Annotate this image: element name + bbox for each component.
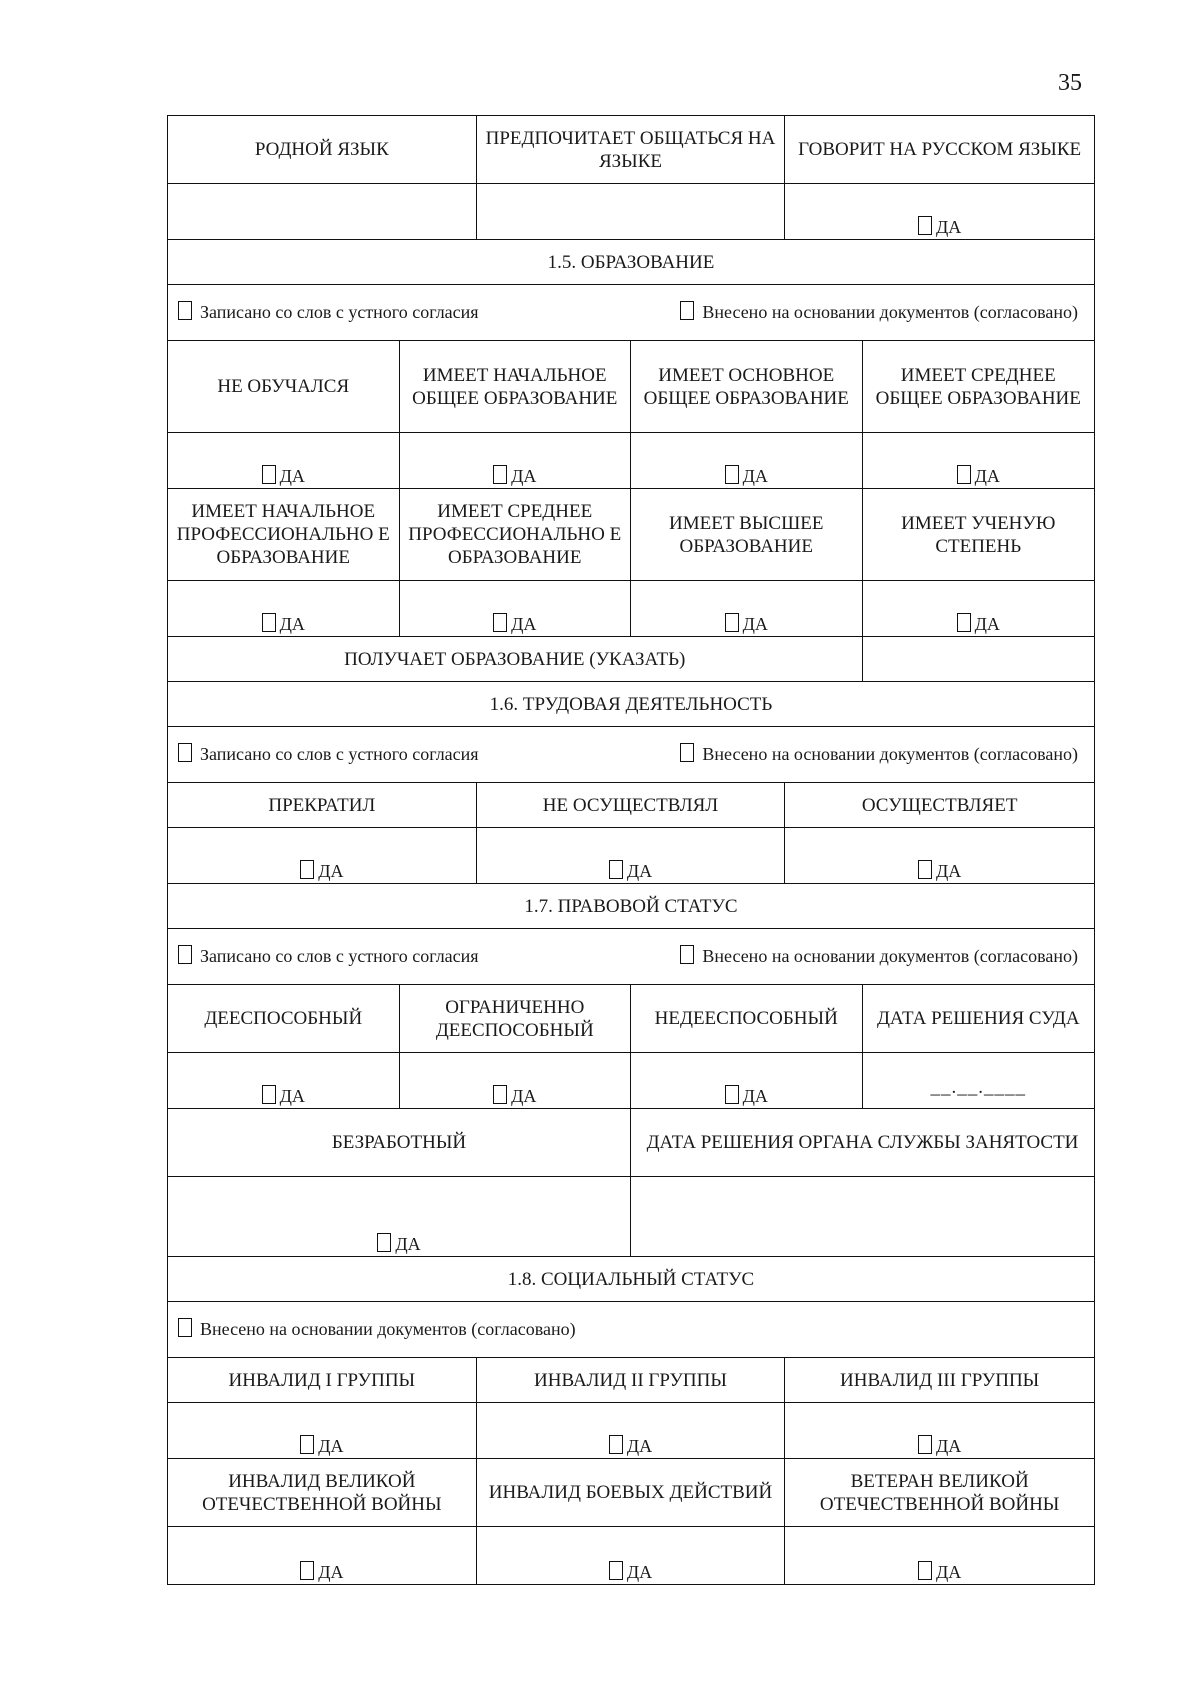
- disability-group-2-yes[interactable]: ДА: [477, 1403, 786, 1458]
- unemployment-values-row: [168, 1177, 1094, 1257]
- checkbox-icon[interactable]: [609, 1435, 623, 1454]
- checkbox-icon[interactable]: [918, 860, 932, 879]
- working-header: ОСУЩЕСТВЛЯЕТ: [861, 794, 1018, 816]
- war-veteran-header: ВЕТЕРАН ВЕЛИКОЙ ОТЕЧЕСТВЕННОЙ ВОЙНЫ: [819, 1470, 1060, 1515]
- basic-general-yes[interactable]: ДА: [631, 433, 863, 488]
- page-number: 35: [1058, 70, 1082, 96]
- academic-degree-header: ИМЕЕТ УЧЕНУЮ СТЕПЕНЬ: [901, 512, 1056, 557]
- labor-section-title: 1.6. ТРУДОВАЯ ДЕЯТЕЛЬНОСТЬ: [489, 693, 773, 715]
- education-section-title: 1.5. ОБРАЗОВАНИЕ: [547, 251, 715, 273]
- checkbox-icon[interactable]: [262, 1085, 276, 1104]
- labor-consent-row: [168, 727, 1094, 783]
- current-education-label: ПОЛУЧАЕТ ОБРАЗОВАНИЕ (УКАЗАТЬ): [168, 637, 863, 681]
- education-consent-row: [168, 285, 1094, 341]
- primary-general-header: ИМЕЕТ НАЧАЛЬНОЕ ОБЩЕЕ ОБРАЗОВАНИЕ: [400, 341, 632, 432]
- employment-service-date-header: ДАТА РЕШЕНИЯ ОРГАНА СЛУЖБЫ ЗАНЯТОСТИ: [646, 1132, 1079, 1153]
- native-language-field[interactable]: [168, 184, 477, 239]
- not-studied-yes[interactable]: ДА: [168, 433, 400, 488]
- checkbox-icon[interactable]: [178, 1318, 192, 1337]
- labor-checkbox-row: [168, 828, 1094, 884]
- stopped-header: ПРЕКРАТИЛ: [168, 783, 477, 827]
- checkbox-icon[interactable]: [725, 1085, 739, 1104]
- court-date-header: ДАТА РЕШЕНИЯ СУДА: [876, 1008, 1080, 1029]
- checkbox-icon[interactable]: [178, 945, 192, 964]
- checkbox-icon[interactable]: [262, 465, 276, 484]
- limited-capable-header: ОГРАНИЧЕННО ДЕЕСПОСОБНЫЙ: [400, 985, 632, 1052]
- higher-education-yes[interactable]: ДА: [631, 581, 863, 636]
- disability-group-1-yes[interactable]: ДА: [168, 1403, 477, 1458]
- education-headers-row-2: [168, 489, 1094, 581]
- legal-checkbox-row: [168, 1053, 1094, 1109]
- secondary-general-header: ИМЕЕТ СРЕДНЕЕ ОБЩЕЕ ОБРАЗОВАНИЕ: [875, 364, 1081, 409]
- working-yes[interactable]: ДА: [785, 828, 1094, 883]
- unemployed-header: БЕЗРАБОТНЫЙ: [168, 1109, 631, 1176]
- preferred-language-field[interactable]: [477, 184, 786, 239]
- checkbox-icon[interactable]: [609, 1561, 623, 1580]
- combat-invalid-yes[interactable]: ДА: [477, 1527, 786, 1584]
- speaks-russian-yes[interactable]: ДА: [785, 184, 1094, 239]
- checkbox-icon[interactable]: [680, 945, 694, 964]
- education-consent-docs[interactable]: Внесено на основании документов (согласовано): [680, 301, 1078, 324]
- checkbox-icon[interactable]: [680, 301, 694, 320]
- court-date-field[interactable]: [863, 1053, 1095, 1108]
- incapable-yes[interactable]: ДА: [631, 1053, 863, 1108]
- social-consent-docs[interactable]: Внесено на основании документов (согласовано): [178, 1318, 576, 1341]
- education-checkbox-row-1: [168, 433, 1094, 489]
- checkbox-icon[interactable]: [262, 613, 276, 632]
- checkbox-icon[interactable]: [609, 860, 623, 879]
- combat-invalid-header: ИНВАЛИД БОЕВЫХ ДЕЙСТВИЙ: [477, 1459, 786, 1526]
- checkbox-icon[interactable]: [725, 613, 739, 632]
- checkbox-icon[interactable]: [493, 465, 507, 484]
- checkbox-icon[interactable]: [178, 301, 192, 320]
- preferred-language-header: ПРЕДПОЧИТАЕТ ОБЩАТЬСЯ НА ЯЗЫКЕ: [477, 116, 786, 183]
- checkbox-icon[interactable]: [918, 1561, 932, 1580]
- checkbox-icon[interactable]: [493, 1085, 507, 1104]
- education-checkbox-row-2: [168, 581, 1094, 637]
- checkbox-icon[interactable]: [493, 613, 507, 632]
- current-education-row: [168, 637, 1094, 682]
- education-headers-row-1: [168, 341, 1094, 433]
- capable-yes[interactable]: ДА: [168, 1053, 400, 1108]
- labor-consent-docs[interactable]: Внесено на основании документов (согласовано): [680, 743, 1078, 766]
- checkbox-icon[interactable]: [918, 1435, 932, 1454]
- legal-consent-oral[interactable]: Записано со слов с устного согласия: [178, 945, 479, 968]
- language-header-row: [168, 116, 1094, 184]
- veteran-checkbox-row: [168, 1527, 1094, 1584]
- disability-group-3-header: ИНВАЛИД III ГРУППЫ: [840, 1369, 1040, 1391]
- higher-education-header: ИМЕЕТ ВЫСШЕЕ ОБРАЗОВАНИЕ: [631, 489, 863, 580]
- checkbox-icon[interactable]: [680, 743, 694, 762]
- basic-general-header: ИМЕЕТ ОСНОВНОЕ ОБЩЕЕ ОБРАЗОВАНИЕ: [631, 341, 863, 432]
- disability-checkbox-row: [168, 1403, 1094, 1459]
- legal-consent-docs[interactable]: Внесено на основании документов (согласовано): [680, 945, 1078, 968]
- secondary-general-yes[interactable]: ДА: [863, 433, 1095, 488]
- education-title-row: [168, 240, 1094, 285]
- secondary-vocational-yes[interactable]: ДА: [400, 581, 632, 636]
- speaks-russian-header: ГОВОРИТ НА РУССКОМ ЯЗЫКЕ: [798, 139, 1082, 160]
- secondary-vocational-header: ИМЕЕТ СРЕДНЕЕ ПРОФЕССИОНАЛЬНО Е ОБРАЗОВАНИЕ: [400, 489, 632, 580]
- legal-title-row: [168, 884, 1094, 929]
- not-studied-header: НЕ ОБУЧАЛСЯ: [168, 341, 400, 432]
- war-veteran-yes[interactable]: ДА: [785, 1527, 1094, 1584]
- never-worked-yes[interactable]: ДА: [477, 828, 786, 883]
- legal-consent-row: [168, 929, 1094, 985]
- primary-vocational-header: ИМЕЕТ НАЧАЛЬНОЕ ПРОФЕССИОНАЛЬНО Е ОБРАЗОВАНИЕ: [168, 489, 400, 580]
- unemployed-yes[interactable]: ДА: [168, 1177, 631, 1256]
- disability-headers-row: [168, 1358, 1094, 1403]
- disability-group-2-header: ИНВАЛИД II ГРУППЫ: [477, 1358, 786, 1402]
- education-consent-oral[interactable]: Записано со слов с устного согласия: [178, 301, 479, 324]
- labor-headers-row: [168, 783, 1094, 828]
- unemployment-headers-row: [168, 1109, 1094, 1177]
- disability-group-3-yes[interactable]: ДА: [785, 1403, 1094, 1458]
- labor-title-row: [168, 682, 1094, 727]
- checkbox-icon[interactable]: [300, 1561, 314, 1580]
- war-invalid-header: ИНВАЛИД ВЕЛИКОЙ ОТЕЧЕСТВЕННОЙ ВОЙНЫ: [168, 1459, 477, 1526]
- checkbox-icon[interactable]: [300, 1435, 314, 1454]
- disability-group-1-header: ИНВАЛИД I ГРУППЫ: [168, 1358, 477, 1402]
- checkbox-icon[interactable]: [957, 465, 971, 484]
- legal-section-title: 1.7. ПРАВОВОЙ СТАТУС: [524, 895, 738, 917]
- social-title-row: [168, 1257, 1094, 1302]
- labor-consent-oral[interactable]: Записано со слов с устного согласия: [178, 743, 479, 766]
- legal-headers-row: [168, 985, 1094, 1053]
- checkbox-icon[interactable]: [918, 216, 932, 235]
- primary-general-yes[interactable]: ДА: [400, 433, 632, 488]
- never-worked-header: НЕ ОСУЩЕСТВЛЯЛ: [477, 783, 786, 827]
- native-language-header: РОДНОЙ ЯЗЫК: [168, 116, 477, 183]
- limited-capable-yes[interactable]: ДА: [400, 1053, 632, 1108]
- social-section-title: 1.8. СОЦИАЛЬНЫЙ СТАТУС: [507, 1268, 755, 1290]
- current-education-field[interactable]: [863, 637, 1095, 681]
- checkbox-icon[interactable]: [300, 860, 314, 879]
- veteran-headers-row: [168, 1459, 1094, 1527]
- stopped-yes[interactable]: ДА: [168, 828, 477, 883]
- checkbox-icon[interactable]: [725, 465, 739, 484]
- incapable-header: НЕДЕЕСПОСОБНЫЙ: [631, 985, 863, 1052]
- checkbox-icon[interactable]: [178, 743, 192, 762]
- language-values-row: [168, 184, 1094, 240]
- social-consent-row: [168, 1302, 1094, 1358]
- academic-degree-yes[interactable]: ДА: [863, 581, 1095, 636]
- court-date-placeholder: __.__.____: [930, 1077, 1026, 1098]
- employment-service-date-field[interactable]: [631, 1177, 1094, 1256]
- primary-vocational-yes[interactable]: ДА: [168, 581, 400, 636]
- checkbox-icon[interactable]: [957, 613, 971, 632]
- registration-form: [167, 115, 1095, 1585]
- capable-header: ДЕЕСПОСОБНЫЙ: [168, 985, 400, 1052]
- war-invalid-yes[interactable]: ДА: [168, 1527, 477, 1584]
- checkbox-icon[interactable]: [377, 1233, 391, 1252]
